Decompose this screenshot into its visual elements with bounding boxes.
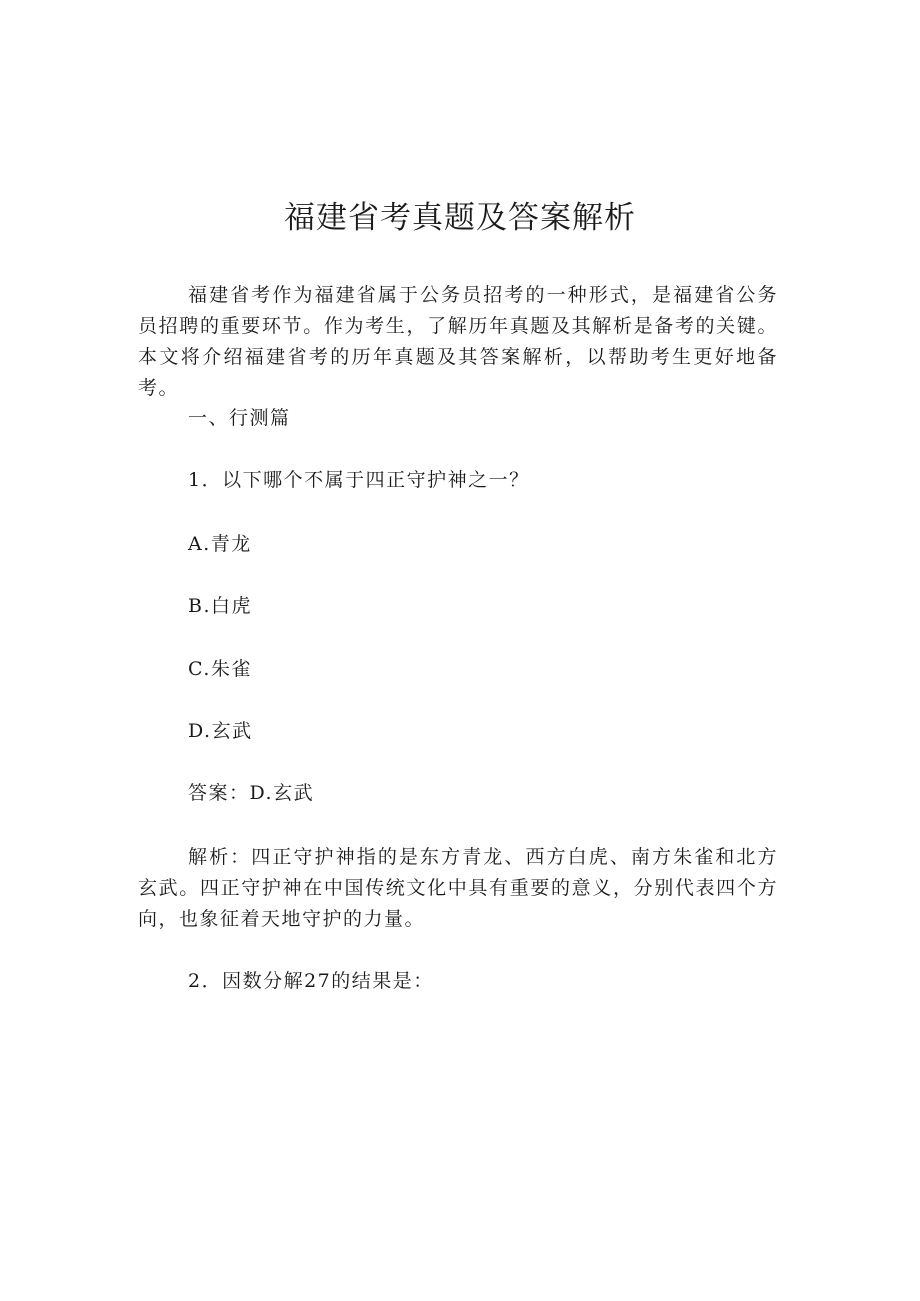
intro-paragraph: 福建省考作为福建省属于公务员招考的一种形式，是福建省公务员招聘的重要环节。作为考生，了解历年真题及其解析是备考的关键。本文将介绍福建省考的历年真题及其答案解析，以帮助考生更好地备考。 [138, 284, 778, 399]
option-b: B.白虎 [188, 595, 253, 617]
document-title: 福建省考真题及答案解析 [284, 200, 636, 236]
answer-1: 答案：D.玄武 [188, 782, 315, 804]
option-d: D.玄武 [188, 720, 253, 742]
explanation-1: 解析：四正守护神指的是东方青龙、西方白虎、南方朱雀和北方玄武。四正守护神在中国传统文化中具有重要的意义，分别代表四个方向，也象征着天地守护的力量。 [138, 846, 778, 930]
option-a: A.青龙 [188, 533, 252, 555]
section-heading: 一、行测篇 [188, 407, 291, 429]
question-2: 2．因数分解27的结果是： [188, 970, 434, 992]
option-c: C.朱雀 [188, 658, 252, 680]
question-1: 1．以下哪个不属于四正守护神之一？ [188, 469, 530, 491]
